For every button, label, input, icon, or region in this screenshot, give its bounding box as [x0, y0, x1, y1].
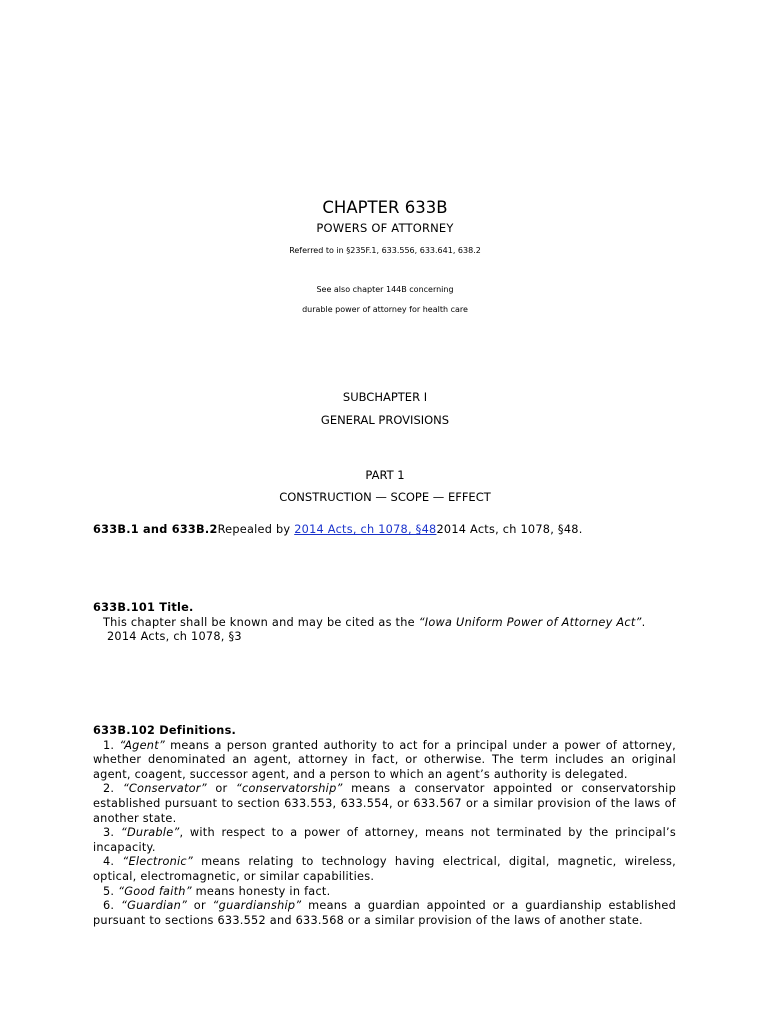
definition-number: 4. — [103, 855, 115, 869]
chapter-title: CHAPTER 633B — [322, 198, 448, 217]
repealed-text: Repealed by — [217, 523, 295, 536]
defined-term: “Good faith” — [118, 884, 192, 898]
definition-text: means honesty in fact. — [191, 884, 331, 898]
definition-item — [93, 855, 676, 884]
section-heading: 633B.101 Title. — [93, 601, 194, 614]
definition-number: 2. — [103, 782, 115, 796]
section-633b-101 — [93, 601, 676, 645]
referred-to-note: Referred to in §235F.1, 633.556, 633.641, 638.2 — [289, 246, 481, 255]
see-also-line-1: See also chapter 144B concerning — [316, 285, 454, 294]
definition-item — [93, 826, 676, 855]
definition-connector: or — [206, 782, 236, 796]
definition-number: 1. — [103, 738, 115, 752]
definition-item — [93, 739, 676, 783]
definition-text: means a guardian appointed or a guardianship established pursuant to sections 633.552 and 633.568 or a similar provision of the laws of another state. — [93, 899, 676, 927]
defined-term: “Electronic” — [122, 855, 193, 869]
part-title: CONSTRUCTION — SCOPE — EFFECT — [279, 490, 491, 504]
defined-term: “Durable” — [120, 826, 180, 840]
subchapter-label: SUBCHAPTER I — [342, 390, 428, 404]
paragraph-text-end: . — [641, 615, 646, 629]
repeal-act-link[interactable]: 2014 Acts, ch 1078, §48 — [294, 523, 437, 536]
definition-connector: or — [187, 899, 213, 913]
section-paragraph — [93, 616, 676, 631]
definition-text: means relating to technology having electrical, digital, magnetic, wireless, optical, electromagnetic, or similar capabilities. — [93, 855, 676, 883]
definition-number: 6. — [103, 899, 115, 913]
repealed-sections — [93, 523, 676, 538]
definition-text: means a person granted authority to act for a principal under a power of attorney, whether denominated an agent, attorney in fact, or otherwise. The term includes an original agent, coagent, successor agent, and a person to which an agent’s authority is delegated. — [93, 738, 677, 781]
section-633b-102 — [93, 724, 676, 928]
defined-term: “Agent” — [119, 738, 165, 752]
definition-text: means a conservator appointed or conservatorship established pursuant to section 633.553, 633.554, or 633.567 or a similar provision of the laws of another state. — [93, 782, 676, 825]
subchapter-title: GENERAL PROVISIONS — [320, 413, 450, 427]
definition-number: 3. — [103, 826, 115, 840]
see-also-line-2: durable power of attorney for health care — [302, 305, 468, 314]
act-name: “Iowa Uniform Power of Attorney Act” — [418, 615, 642, 629]
part-label: PART 1 — [365, 468, 405, 482]
definition-text: , with respect to a power of attorney, means not terminated by the principal’s incapacity. — [93, 826, 676, 854]
definition-item — [93, 885, 676, 900]
definition-item — [93, 899, 676, 928]
definition-item — [93, 782, 676, 826]
defined-term: “Guardian” — [121, 899, 188, 913]
paragraph-text: This chapter shall be known and may be cited as the — [103, 615, 419, 629]
repealed-section-numbers: 633B.1 and 633B.2 — [93, 523, 218, 536]
defined-term: “Conservator” — [122, 782, 207, 796]
section-heading: 633B.102 Definitions. — [93, 724, 237, 737]
definition-number: 5. — [103, 884, 115, 898]
section-history: 2014 Acts, ch 1078, §3 — [107, 630, 242, 644]
defined-term: “guardianship” — [212, 899, 302, 913]
chapter-subtitle: POWERS OF ATTORNEY — [316, 221, 454, 235]
defined-term: “conservatorship” — [235, 782, 343, 796]
repealed-citation: 2014 Acts, ch 1078, §48. — [436, 523, 583, 536]
